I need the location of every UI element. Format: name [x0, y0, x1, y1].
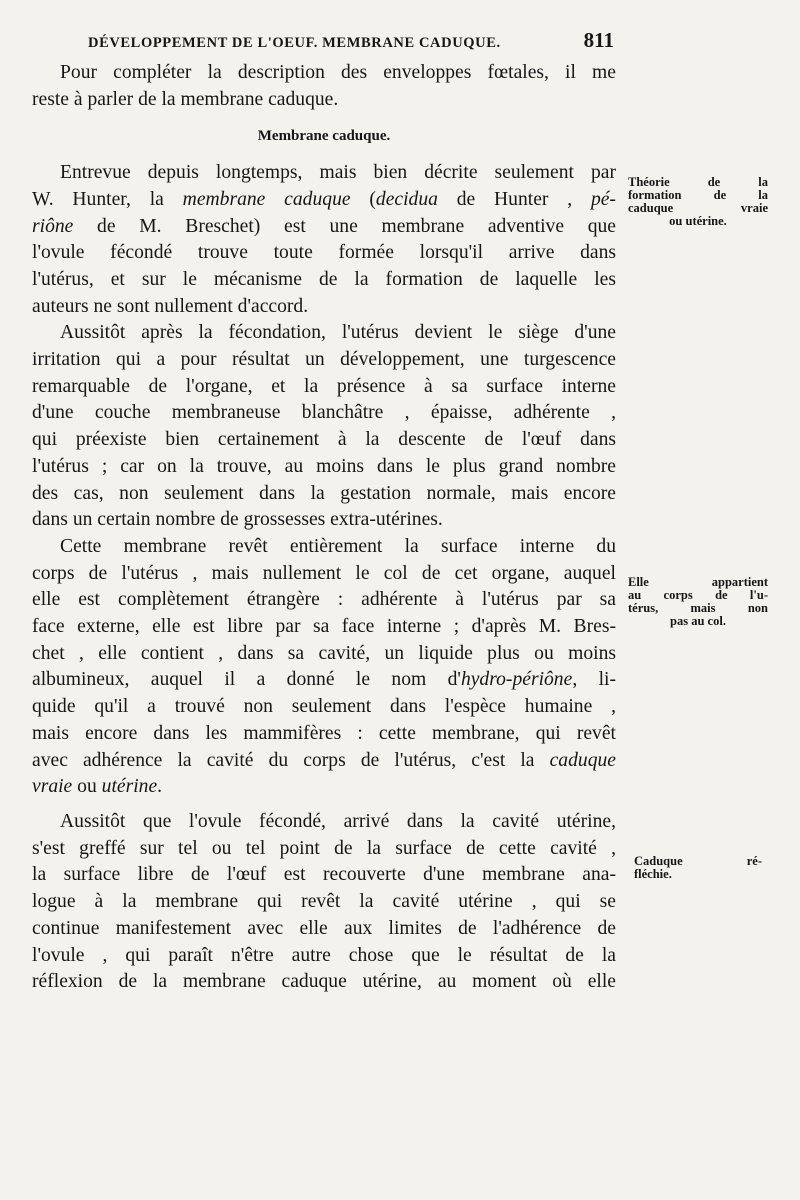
text-line: auteurs ne sont nullement d'accord.: [32, 295, 309, 317]
text-line: la surface libre de l'œuf est recouverte d'une membrane ana-: [32, 864, 616, 886]
text-run: ou: [72, 776, 102, 798]
margin-line: au corps de l'u-: [628, 588, 768, 602]
text-line: [32, 214, 616, 241]
margin-note-reflechie: [634, 855, 762, 881]
page-number: 811: [583, 28, 614, 52]
text-line: Aussitôt après la fécondation, l'utérus devient le siège d'une: [60, 322, 616, 344]
text-line: qui préexiste bien certainement à la descente de l'œuf dans: [32, 429, 616, 451]
text-line: logue à la membrane qui revêt la cavité utérine , qui se: [32, 891, 616, 913]
margin-line: Théorie de la: [628, 175, 768, 189]
margin-note-theorie: [628, 176, 768, 228]
running-header: [88, 28, 614, 53]
italic-run: caduque: [549, 749, 616, 771]
margin-line: térus, mais non: [628, 601, 768, 615]
margin-line: Elle appartient: [628, 575, 768, 589]
text-line: reste à parler de la membrane caduque.: [32, 88, 339, 110]
italic-run: pé-: [590, 188, 616, 210]
text-line: quide qu'il a trouvé non seulement dans l'espèce humaine ,: [32, 696, 616, 718]
margin-line: fléchie.: [634, 867, 672, 881]
margin-line: caduque vraie: [628, 201, 768, 215]
text-line: dans un certain nombre de grossesses extra-utérines.: [32, 509, 443, 531]
text-line: réflexion de la membrane caduque utérine, au moment où elle: [32, 971, 616, 993]
text-line: [32, 187, 616, 214]
text-line: continue manifestement avec elle aux limites de l'adhérence de: [32, 917, 616, 939]
text-run: (: [350, 188, 376, 210]
text-line: s'est greffé sur tel ou tel point de la surface de cette cavité ,: [32, 837, 616, 859]
text-run: albumineux, auquel il a donné le nom d': [32, 669, 461, 691]
text-line: Aussitôt que l'ovule fécondé, arrivé dans la cavité utérine,: [60, 810, 616, 832]
text-line: des cas, non seulement dans la gestation normale, mais encore: [32, 482, 616, 504]
text-line: Pour compléter la description des enveloppes fœtales, il me: [60, 62, 616, 83]
section-title: Membrane caduque.: [257, 128, 391, 145]
text-line: chet , elle contient , dans sa cavité, un liquide plus ou moins: [32, 642, 616, 664]
header-title: DÉVELOPPEMENT DE L'OEUF. MEMBRANE CADUQUE.: [88, 35, 501, 51]
text-run: W. Hunter, la: [32, 188, 183, 210]
text-line: irritation qui a pour résultat un développement, une turgescence: [32, 349, 616, 371]
text-line: mais encore dans les mammifères : cette membrane, qui revêt: [32, 722, 616, 744]
text-line: l'utérus ; car on la trouve, au moins dans le plus grand nombre: [32, 455, 616, 477]
italic-run: hydro-périône: [460, 669, 573, 691]
italic-run: decidua: [375, 188, 438, 210]
text-line: Entrevue depuis longtemps, mais bien décrite seulement par: [60, 162, 616, 184]
text-line: remarquable de l'organe, et la présence à sa surface interne: [32, 375, 616, 397]
italic-run: riône: [32, 215, 74, 237]
text-run: de Hunter ,: [437, 188, 591, 210]
text-line: [32, 748, 616, 775]
text-line: Cette membrane revêt entièrement la surface interne du: [60, 535, 616, 557]
text-run: , li-: [572, 669, 616, 691]
text-line: l'utérus, et sur le mécanisme de la formation de laquelle les: [32, 268, 616, 290]
margin-note-appartient: [628, 576, 768, 628]
body-text: [32, 60, 616, 996]
italic-run: membrane caduque: [182, 188, 351, 210]
text-line: face externe, elle est libre par sa face interne ; d'après M. Bres-: [32, 616, 616, 638]
text-run: de M. Breschet) est une membrane adventive que: [73, 215, 616, 237]
margin-line: Caduque ré-: [634, 854, 762, 868]
text-line: [32, 774, 616, 801]
margin-line: formation de la: [628, 188, 768, 202]
text-run: .: [157, 776, 163, 798]
margin-line: pas au col.: [670, 614, 726, 628]
margin-line: ou utérine.: [669, 214, 727, 228]
text-line: d'une couche membraneuse blanchâtre , épaisse, adhérente ,: [32, 402, 616, 424]
text-line: [32, 667, 616, 694]
text-line: elle est complètement étrangère : adhérente à l'utérus par sa: [32, 589, 616, 611]
text-run: avec adhérence la cavité du corps de l'utérus, c'est la: [32, 749, 550, 771]
italic-run: vraie: [32, 776, 73, 798]
text-line: l'ovule , qui paraît n'être autre chose que le résultat de la: [32, 944, 616, 966]
text-line: l'ovule fécondé trouve toute formée lorsqu'il arrive dans: [32, 242, 616, 264]
italic-run: utérine: [101, 776, 158, 798]
text-line: corps de l'utérus , mais nullement le col de cet organe, auquel: [32, 562, 616, 584]
